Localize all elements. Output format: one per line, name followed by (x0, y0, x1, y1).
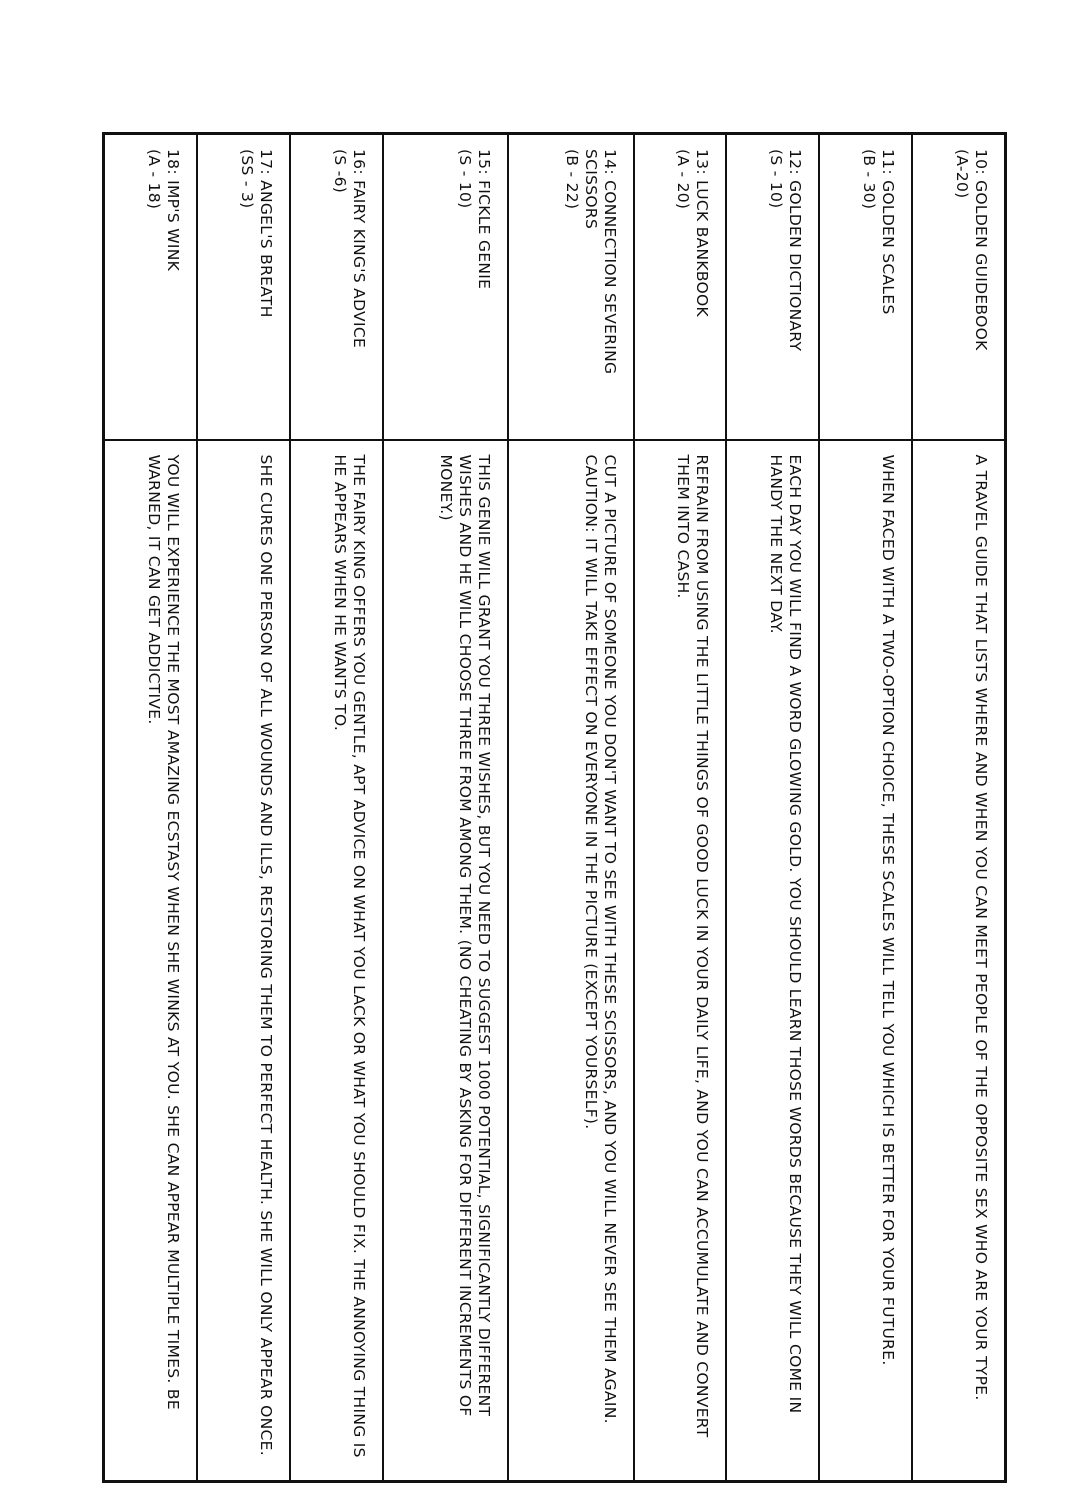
item-description-cell (819, 440, 912, 1482)
item-name-cell (508, 134, 633, 440)
item-description-cell (508, 440, 633, 1482)
item-name: 16: FAIRY KING'S ADVICE (349, 149, 368, 349)
item-name: 15: FICKLE GENIE (475, 149, 494, 290)
item-name-cell (634, 134, 727, 440)
item-name: 13: LUCK BANKBOOK (693, 149, 712, 318)
item-name-cell (104, 134, 198, 440)
item-description-cell (290, 440, 383, 1482)
item-description: SHE CURES ONE PERSON OF ALL WOUNDS AND ILLS, RESTORING THEM TO PERFECT HEALTH. SHE WILL ONLY APPEAR ONCE. (257, 454, 275, 1456)
rotated-page (102, 132, 1007, 1480)
table-row (508, 134, 633, 1482)
table-row (197, 134, 290, 1482)
item-description: CUT A PICTURE OF SOMEONE YOU DON'T WANT TO SEE WITH THESE SCISSORS, AND YOU WILL NEVER SEE THEM AGAIN. CAUTION: IT WILL TAKE EFFECT ON EVERYONE IN THE PICTURE (EXCEPT YOURSELF). (581, 454, 619, 1424)
item-description: YOU WILL EXPERIENCE THE MOST AMAZING ECSTASY WHEN SHE WINKS AT YOU. SHE CAN APPEAR MULTIPLE TIMES. BE WARNED, IT CAN GET ADDICTIVE. (145, 454, 183, 1410)
item-name: 17: ANGEL'S BREATH (257, 149, 275, 318)
table-row (290, 134, 383, 1482)
item-name-cell (197, 134, 290, 440)
table-row (383, 134, 508, 1482)
item-description: THE FAIRY KING OFFERS YOU GENTLE, APT ADVICE ON WHAT YOU LACK OR WHAT YOU SHOULD FIX. THE ANNOYING THING IS HE APPEARS WHEN HE WANTS TO. (330, 454, 368, 1458)
item-name: 14: CONNECTION SEVERING SCISSORS (581, 149, 619, 375)
item-rank: (B - 30) (859, 149, 878, 210)
item-description: THIS GENIE WILL GRANT YOU THREE WISHES, BUT YOU NEED TO SUGGEST 1000 POTENTIAL, SIGNIFICANTLY DIFFERENT WISHES AND HE WILL CHOOSE THREE FROM AMONG THEM. (NO CHEATING BY ASKING FOR DIFFERENT INCREMENTS OF MONEY.) (437, 454, 494, 1417)
item-description: REFRAIN FROM USING THE LITTLE THINGS OF GOOD LUCK IN YOUR DAILY LIFE, AND YOU CAN ACCUMULATE AND CONVERT THEM INTO CASH. (674, 454, 712, 1438)
table-row (726, 134, 819, 1482)
item-name-cell (383, 134, 508, 440)
item-description-cell (104, 440, 198, 1482)
item-rank: (S - 10) (456, 149, 475, 209)
item-rank: (SS - 3) (238, 149, 256, 209)
item-name: 11: GOLDEN SCALES (878, 149, 897, 315)
item-description: WHEN FACED WITH A TWO-OPTION CHOICE, THESE SCALES WILL TELL YOU WHICH IS BETTER FOR YOUR FUTURE. (878, 454, 897, 1366)
item-rank: (A - 18) (145, 149, 164, 210)
item-description-cell (726, 440, 819, 1482)
item-name-cell (290, 134, 383, 440)
table-row (912, 134, 1006, 1482)
table-row (819, 134, 912, 1482)
item-name: 18: IMP'S WINK (164, 149, 183, 272)
item-rank: (B - 22) (562, 149, 581, 210)
item-rank: (S -6) (330, 149, 349, 194)
item-description-cell (197, 440, 290, 1482)
item-description-cell (634, 440, 727, 1482)
item-table-wrapper (102, 132, 1007, 1480)
item-name: 10: GOLDEN GUIDEBOOK (972, 149, 990, 351)
item-name-cell (912, 134, 1006, 440)
item-rank: (A - 20) (674, 149, 693, 210)
item-name: 12: GOLDEN DICTIONARY (786, 149, 805, 352)
item-description: A TRAVEL GUIDE THAT LISTS WHERE AND WHEN YOU CAN MEET PEOPLE OF THE OPPOSITE SEX WHO ARE YOUR TYPE. (972, 454, 990, 1401)
item-description-cell (383, 440, 508, 1482)
table-row (634, 134, 727, 1482)
item-name-cell (726, 134, 819, 440)
item-rank: (A-20) (953, 149, 971, 199)
item-description-cell (912, 440, 1006, 1482)
item-description: EACH DAY YOU WILL FIND A WORD GLOWING GOLD. YOU SHOULD LEARN THOSE WORDS BECAUSE THEY WILL COME IN HANDY THE NEXT DAY. (767, 454, 805, 1414)
item-name-cell (819, 134, 912, 440)
table-row (104, 134, 198, 1482)
item-table (102, 132, 1007, 1483)
item-rank: (S - 10) (767, 149, 786, 209)
